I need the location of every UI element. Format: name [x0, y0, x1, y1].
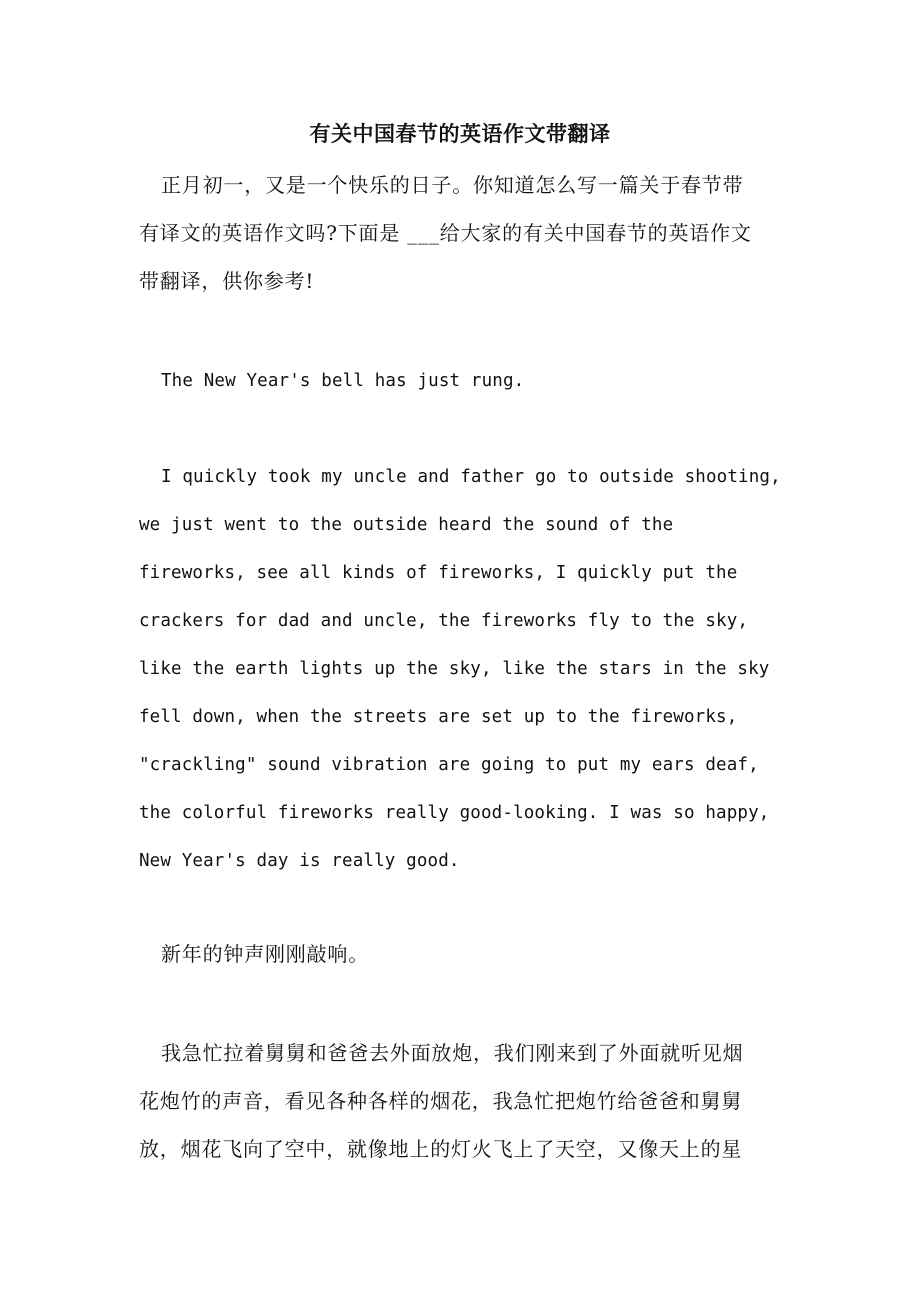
english-line: fell down, when the streets are set up to the fireworks, [139, 707, 738, 727]
intro-line: 带翻译，供你参考! [139, 269, 315, 293]
english-line: I quickly took my uncle and father go to outside shooting, [161, 467, 781, 487]
intro-line: 有译文的英语作文吗?下面是 ___给大家的有关中国春节的英语作文 [139, 221, 752, 245]
chinese-paragraph [139, 1029, 799, 1173]
chinese-heading: 新年的钟声刚刚敲响。 [161, 942, 369, 966]
english-line: crackers for dad and uncle, the fireworks fly to the sky, [139, 611, 749, 631]
english-paragraph [139, 453, 799, 885]
english-line: "crackling" sound vibration are going to put my ears deaf, [139, 755, 759, 775]
chinese-heading-paragraph [139, 930, 799, 978]
english-line: the colorful fireworks really good-looking. I was so happy, [139, 803, 770, 823]
english-line: fireworks, see all kinds of fireworks, I quickly put the [139, 563, 738, 583]
chinese-line: 我急忙拉着舅舅和爸爸去外面放炮，我们刚来到了外面就听见烟 [161, 1041, 744, 1065]
english-line: like the earth lights up the sky, like the stars in the sky [139, 659, 770, 679]
english-line: we just went to the outside heard the sound of the [139, 515, 674, 535]
english-heading-paragraph [139, 357, 799, 405]
chinese-line: 花炮竹的声音，看见各种各样的烟花，我急忙把炮竹给爸爸和舅舅 [139, 1089, 743, 1113]
chinese-line: 放，烟花飞向了空中，就像地上的灯火飞上了天空，又像天上的星 [139, 1137, 743, 1161]
intro-paragraph [139, 161, 799, 305]
english-line: New Year's day is really good. [139, 851, 460, 871]
english-heading: The New Year's bell has just rung. [161, 371, 525, 391]
intro-line: 正月初一，又是一个快乐的日子。你知道怎么写一篇关于春节带 [161, 173, 744, 197]
document-title: 有关中国春节的英语作文带翻译 [309, 121, 611, 146]
